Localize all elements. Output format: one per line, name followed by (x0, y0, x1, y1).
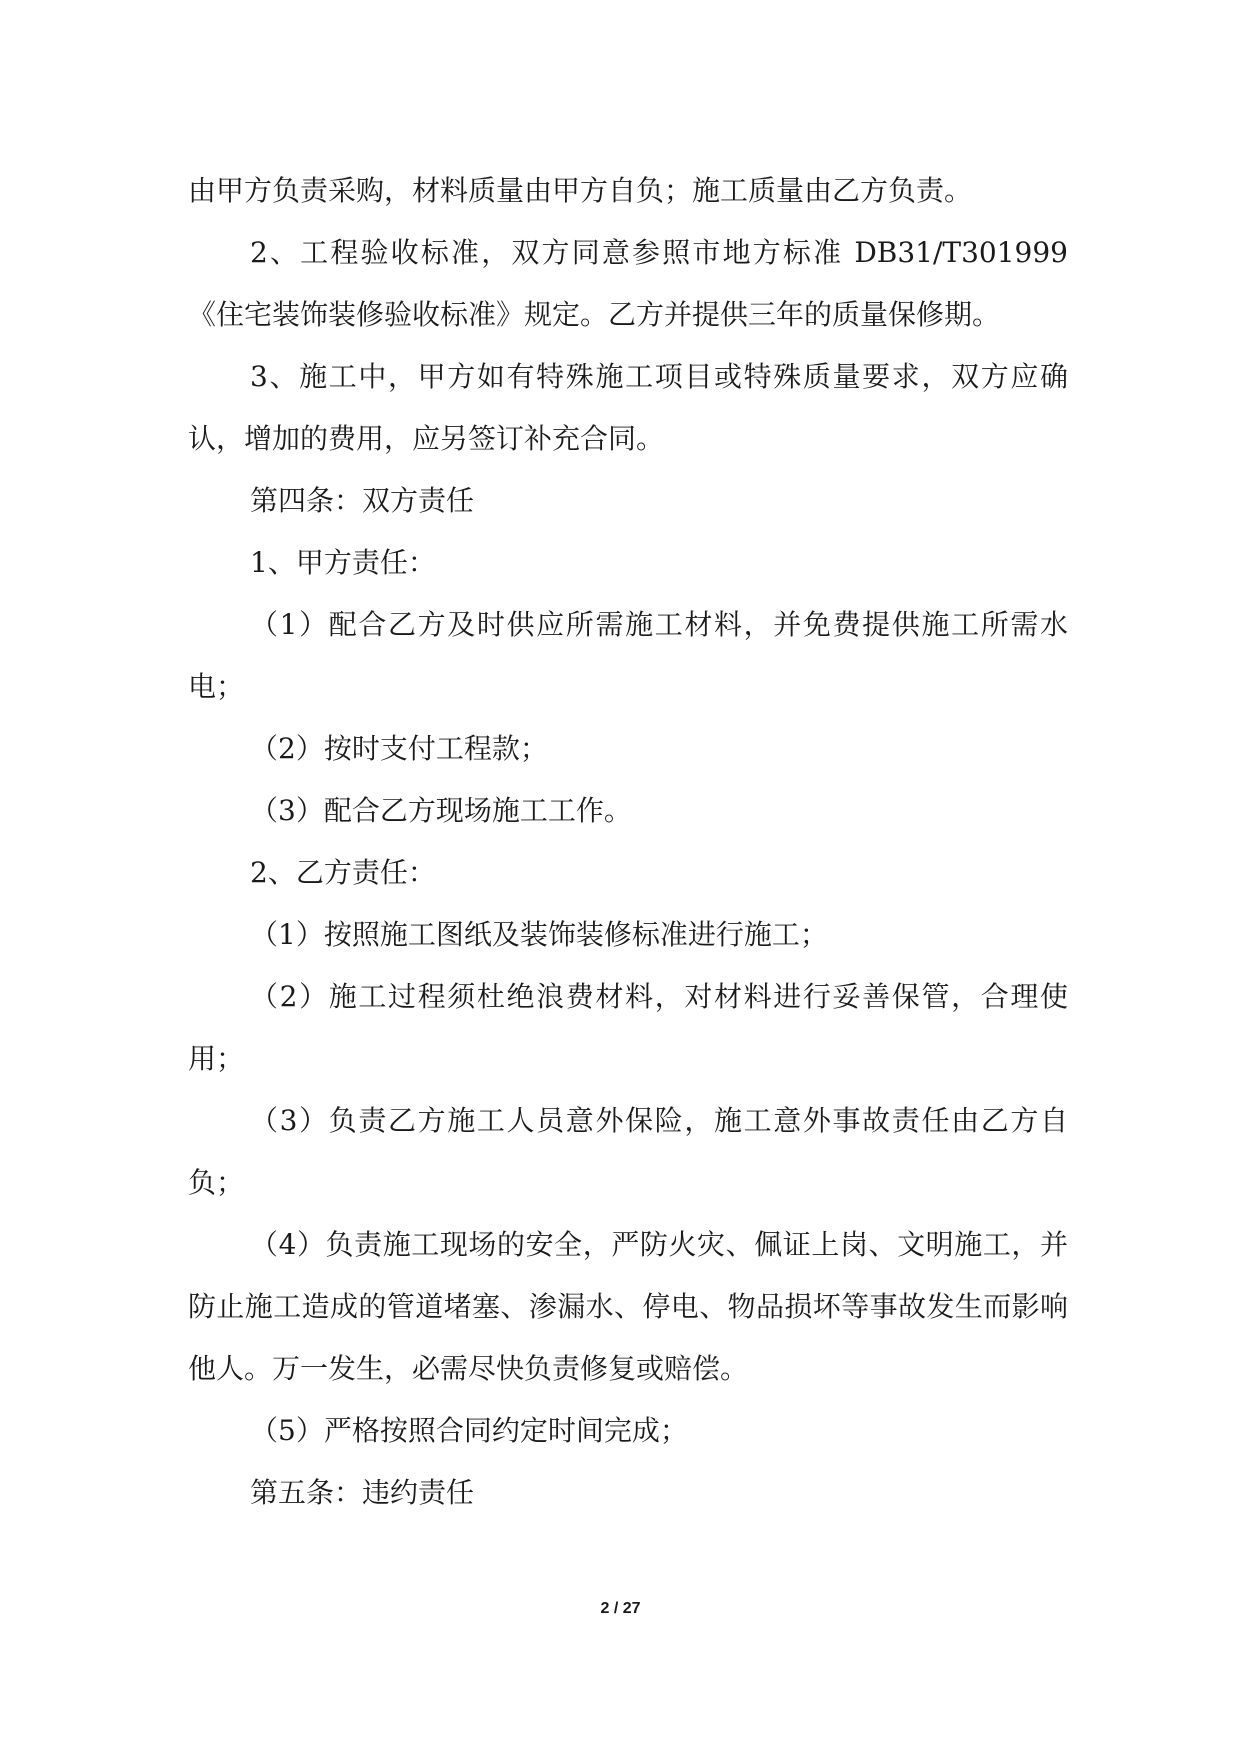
list-item-party-b-2: （2）施工过程须杜绝浪费材料，对材料进行妥善保管，合理使用； (188, 980, 1068, 1075)
list-item-party-b-1: （1）按照施工图纸及装饰装修标准进行施工； (250, 918, 828, 951)
list-item-party-b-4: （4）负责施工现场的安全，严防火灾、佩证上岗、文明施工，并防止施工造成的管道堵塞、渗漏水、停电、物品损坏等事故发生而影响他人。万一发生，必需尽快负责修复或赔偿。 (188, 1228, 1068, 1385)
section-heading-article-four: 第四条：双方责任 (250, 484, 475, 517)
page-number: 2 / 27 (600, 1600, 641, 1617)
paragraph-material-responsibility: 由甲方负责采购，材料质量由甲方自负；施工质量由乙方负责。 (188, 174, 973, 207)
list-item-party-b-5: （5）严格按照合同约定时间完成； (250, 1414, 688, 1447)
list-item-party-b-3: （3）负责乙方施工人员意外保险，施工意外事故责任由乙方自负； (188, 1104, 1068, 1199)
paragraph-special-requirements: 3、施工中，甲方如有特殊施工项目或特殊质量要求，双方应确认，增加的费用，应另签订补充合同。 (188, 360, 1068, 455)
document-body (188, 160, 1068, 1524)
paragraph-acceptance-standard: 2、工程验收标准，双方同意参照市地方标准 DB31/T301999《住宅装饰装修验收标准》规定。乙方并提供三年的质量保修期。 (188, 236, 1068, 331)
list-item-party-a-2: （2）按时支付工程款； (250, 732, 548, 765)
list-item-party-a-1: （1）配合乙方及时供应所需施工材料，并免费提供施工所需水电； (188, 608, 1068, 703)
subheading-party-b-responsibility: 2、乙方责任： (250, 856, 436, 889)
list-item-party-a-3: （3）配合乙方现场施工工作。 (250, 794, 632, 827)
subheading-party-a-responsibility: 1、甲方责任： (250, 546, 436, 579)
section-heading-article-five: 第五条：违约责任 (250, 1476, 475, 1509)
